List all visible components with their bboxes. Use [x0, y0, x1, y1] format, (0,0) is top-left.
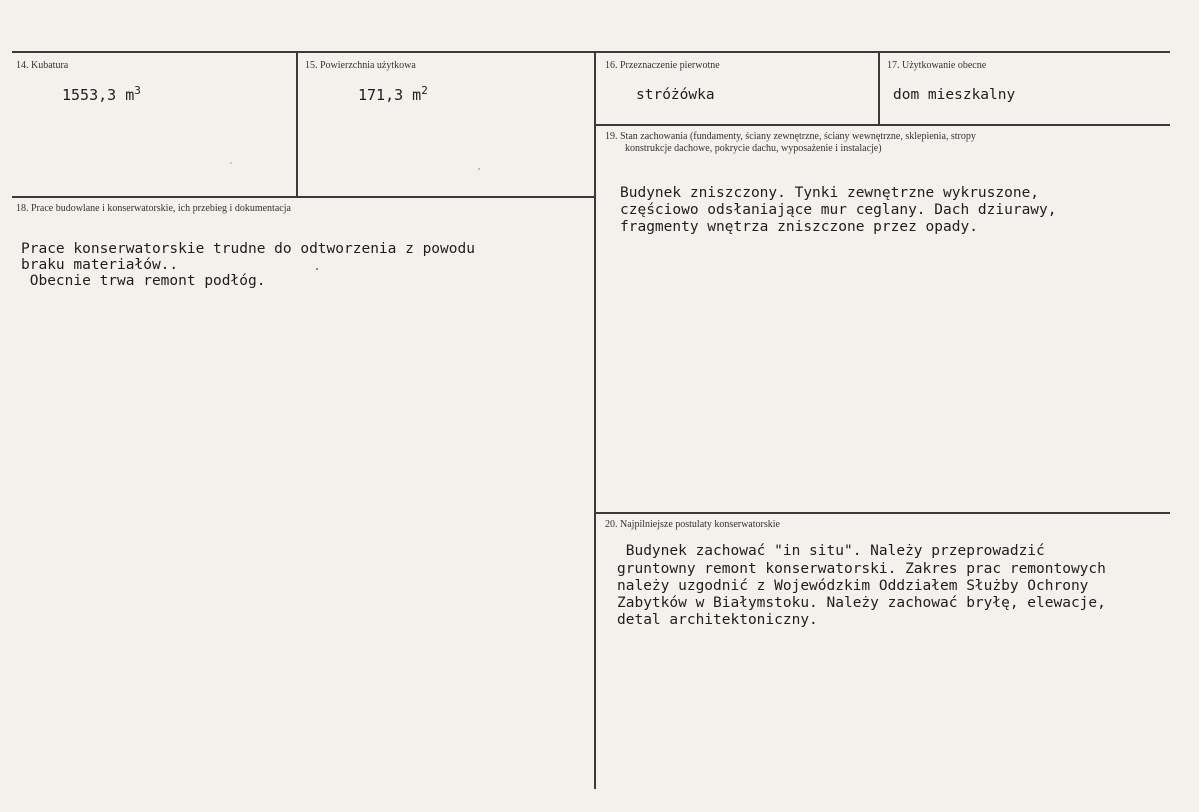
- paper-speck: [316, 268, 318, 270]
- field-19-label-line1: 19. Stan zachowania (fundamenty, ściany zewnętrzne, ściany wewnętrzne, sklepienia, stropy: [605, 131, 976, 142]
- rule-above-20: [596, 512, 1170, 514]
- paper-speck: [230, 162, 232, 164]
- field-14-value: [62, 84, 141, 104]
- field-20-line: gruntowny remont konserwatorski. Zakres prac remontowych: [617, 561, 1106, 577]
- field-17-label: 17. Użytkowanie obecne: [887, 60, 987, 71]
- divider-16-17: [878, 52, 880, 124]
- field-20-line: należy uzgodnić z Wojewódzkim Oddziałem Służby Ochrony: [617, 578, 1089, 594]
- field-15-value-text: 171,3 m: [358, 86, 422, 104]
- field-19-line: częściowo odsłaniające mur ceglany. Dach dziurawy,: [620, 202, 1057, 218]
- field-19-label-line2: konstrukcje dachowe, pokrycie dachu, wyposażenie i instalacje): [625, 143, 882, 154]
- field-14-value-text: 1553,3 m: [62, 86, 135, 104]
- center-divider: [594, 52, 596, 789]
- field-18-line: Prace konserwatorskie trudne do odtworzenia z powodu: [21, 241, 475, 257]
- field-18-label: 18. Prace budowlane i konserwatorskie, ich przebieg i dokumentacja: [16, 203, 291, 214]
- field-20-line: Budynek zachować "in situ". Należy przeprowadzić: [617, 543, 1045, 559]
- divider-14-15: [296, 52, 298, 197]
- field-17-value: dom mieszkalny: [893, 87, 1016, 103]
- field-19-line: fragmenty wnętrza zniszczone przez opady.: [620, 219, 978, 235]
- field-20-line: detal architektoniczny.: [617, 612, 818, 628]
- paper-speck: [478, 168, 480, 170]
- field-15-label: 15. Powierzchnia użytkowa: [305, 60, 416, 71]
- field-19-line: Budynek zniszczony. Tynki zewnętrzne wykruszone,: [620, 185, 1040, 201]
- top-rule: [12, 51, 1170, 53]
- field-20-label: 20. Najpilniejsze postulaty konserwatorskie: [605, 519, 780, 530]
- rule-under-14-15: [12, 196, 595, 198]
- field-15-exponent: 2: [421, 84, 428, 97]
- field-18-line: braku materiałów..: [21, 257, 179, 273]
- field-14-label: 14. Kubatura: [16, 60, 69, 71]
- field-14-exponent: 3: [134, 84, 141, 97]
- field-15-value: [358, 84, 428, 104]
- rule-under-16-17: [596, 124, 1170, 126]
- field-18-line: Obecnie trwa remont podłóg.: [21, 273, 266, 289]
- field-16-label: 16. Przeznaczenie pierwotne: [605, 60, 720, 71]
- field-20-line: Zabytków w Białymstoku. Należy zachować bryłę, elewacje,: [617, 595, 1106, 611]
- field-16-value: stróżówka: [636, 87, 715, 103]
